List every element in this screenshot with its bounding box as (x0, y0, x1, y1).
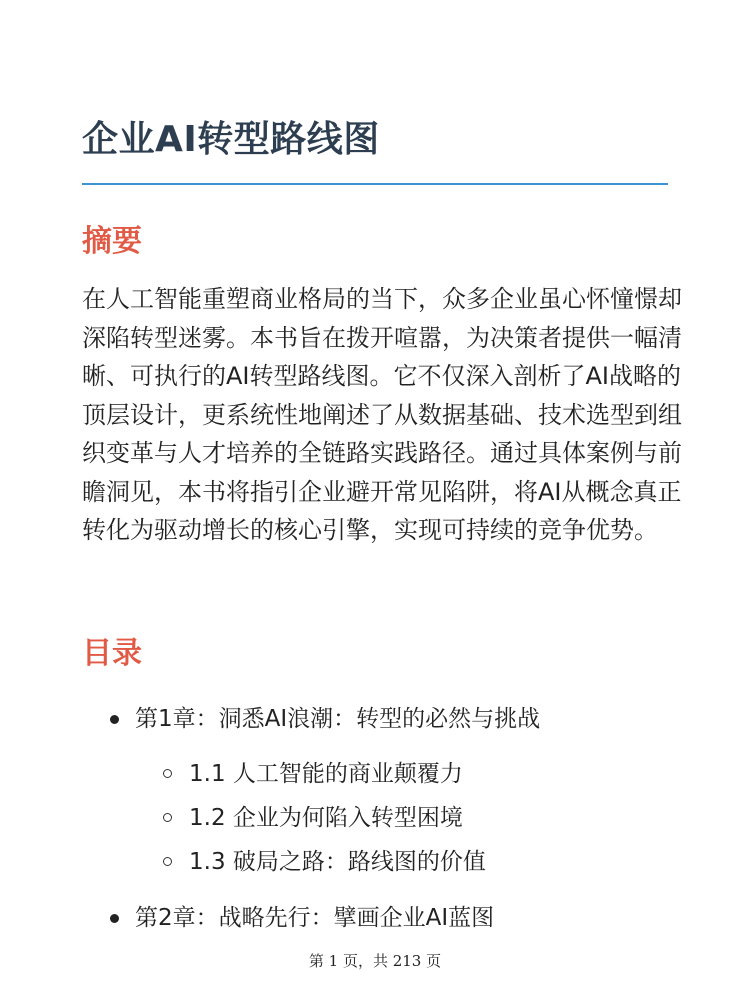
document-title: 企业AI转型路线图 (82, 119, 380, 160)
toc-item-label: 1.3 破局之路：路线图的价值 (189, 849, 486, 875)
toc-heading: 目录 (82, 636, 142, 671)
title-divider (82, 183, 668, 185)
toc-item-label: 1.1 人工智能的商业颠覆力 (189, 761, 463, 787)
bullet-circle-icon (163, 813, 172, 822)
abstract-heading: 摘要 (82, 224, 142, 259)
toc-item-section-1-2[interactable] (189, 801, 463, 835)
toc-item-label: 1.2 企业为何陷入转型困境 (189, 805, 463, 831)
toc-item-section-1-3[interactable] (189, 845, 486, 879)
toc-item-label: 第1章：洞悉AI浪潮：转型的必然与挑战 (135, 706, 541, 732)
bullet-disc-icon (110, 914, 119, 923)
bullet-circle-icon (163, 857, 172, 866)
toc-item-section-1-1[interactable] (189, 757, 463, 791)
toc-item-chapter-2[interactable] (135, 901, 494, 935)
page-footer: 第 1 页，共 213 页 (308, 952, 442, 970)
toc-item-label: 第2章：战略先行：擘画企业AI蓝图 (135, 905, 495, 931)
bullet-disc-icon (110, 715, 119, 724)
bullet-circle-icon (163, 769, 172, 778)
toc-item-chapter-1[interactable] (135, 702, 540, 736)
abstract-paragraph: 在人工智能重塑商业格局的当下，众多企业虽心怀憧憬却深陷转型迷雾。本书旨在拨开喧嚣，为决策者提供一幅清晰、可执行的AI转型路线图。它不仅深入剖析了AI战略的顶层设计，更系统性地阐述了从数据基础、技术选型到组织变革与人才培养的全链路实践路径。通过具体案例与前瞻洞见，本书将指引企业避开常见陷阱，将AI从概念真正转化为驱动增长的核心引擎，实现可持续的竞争优势。 (82, 285, 682, 544)
